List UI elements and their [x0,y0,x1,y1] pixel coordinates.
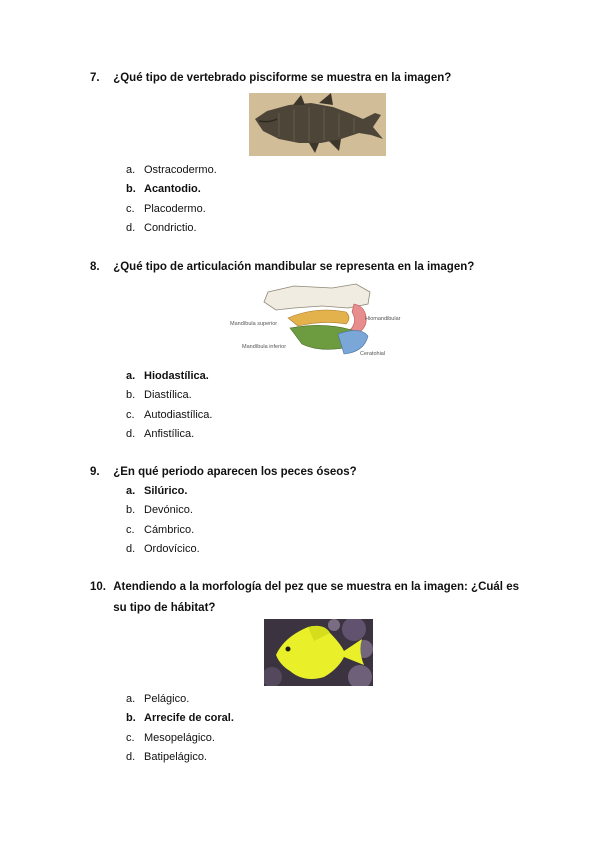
option-d[interactable]: d. Ordovícico. [126,543,200,556]
option-b[interactable]: b. Arrecife de coral. [126,712,234,725]
question-number: 9. [90,466,100,478]
option-b[interactable]: b. Devónico. [126,504,193,517]
question-number: 8. [90,261,100,273]
option-c[interactable]: c. Cámbrico. [126,523,195,536]
option-c[interactable]: c. Autodiastílica. [126,408,213,421]
label-ceratohyal: Ceratohial [360,351,386,357]
jaw-suspension-diagram [228,282,408,362]
option-c[interactable]: c. Placodermo. [126,202,206,215]
option-b[interactable]: b. Acantodio. [126,183,201,196]
fossil-fish-image [249,93,386,156]
question-10 [90,577,533,619]
question-text: ¿Qué tipo de articulación mandibular se representa en la imagen? [113,261,475,273]
option-a[interactable]: a. Ostracodermo. [126,164,217,176]
label-lower-jaw: Mandíbula inferior [242,344,287,350]
option-a[interactable]: a. Pelágico. [126,693,190,705]
question-9 [90,462,357,482]
label-hyomandibular: Hiomandibular [365,316,401,322]
question-text: ¿Qué tipo de vertebrado pisciforme se muestra en la imagen? [113,72,452,84]
question-8 [90,257,474,277]
label-upper-jaw: Mandíbula superior [230,321,278,327]
option-b[interactable]: b. Diastílica. [126,389,192,402]
question-text: ¿En qué periodo aparecen los peces óseos? [113,466,357,478]
options-9 [126,482,200,560]
question-number: 10. [90,581,106,593]
question-text: Atendiendo a la morfología del pez que se muestra en la imagen: ¿Cuál es su tipo de hábitat? [113,581,519,614]
option-d[interactable]: d. Anfistílica. [126,428,195,441]
option-a[interactable]: a. Silúrico. [126,485,188,497]
option-a[interactable]: a. Hiodastílica. [126,370,209,382]
options-7 [126,161,217,239]
option-c[interactable]: c. Mesopelágico. [126,731,215,744]
yellow-tang-image [264,619,373,686]
option-d[interactable]: d. Batipelágico. [126,751,207,764]
question-7 [90,68,451,88]
option-d[interactable]: d. Condrictio. [126,222,197,235]
question-number: 7. [90,72,100,84]
options-8 [126,367,212,445]
options-10 [126,690,234,768]
